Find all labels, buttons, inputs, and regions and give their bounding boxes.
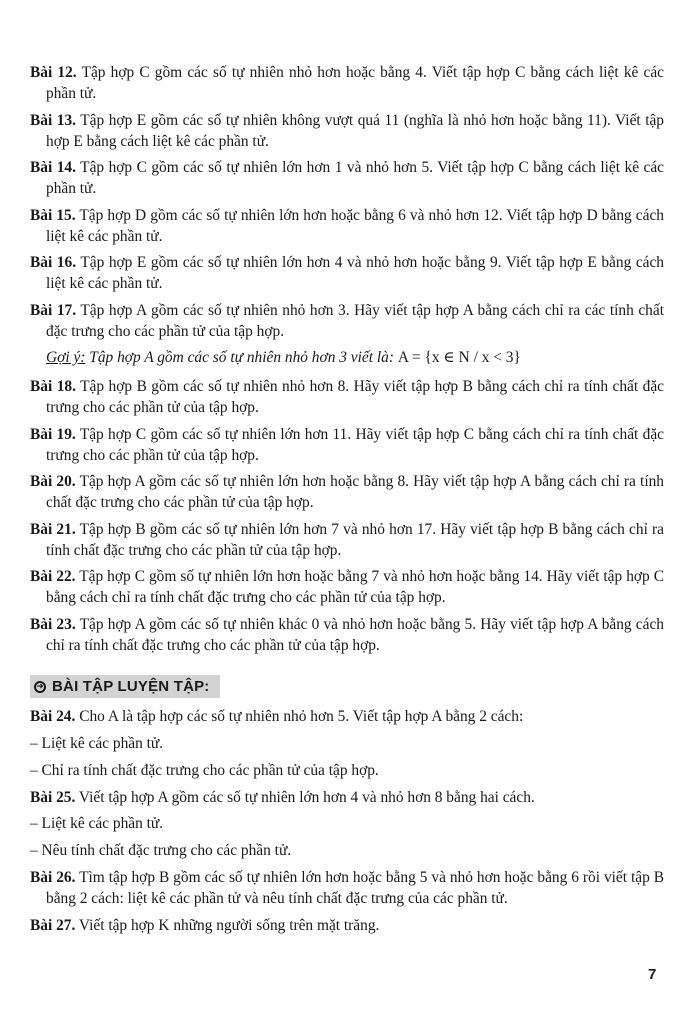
- exercise-21: [30, 519, 664, 561]
- exercise-list-b: [30, 376, 664, 656]
- exercise-text: Tập hợp C gồm các số tự nhiên nhỏ hơn hoặc bằng 4. Viết tập hợp C bằng cách liệt kê các phần tử.: [46, 64, 665, 102]
- exercise-23: [30, 614, 664, 656]
- exercise-label: Bài 13.: [30, 111, 77, 129]
- exercise-text: Tập hợp E gồm các số tự nhiên không vượt quá 11 (nghĩa là nhỏ hơn hoặc bằng 11). Viết tập hợp E bằng cách liệt kê các phần tử.: [46, 111, 665, 150]
- exercise-17: [30, 300, 664, 342]
- exercise-24: [30, 706, 664, 727]
- exercise-label: Bài 12.: [30, 64, 77, 81]
- section-heading-practice: [30, 675, 220, 698]
- exercise-24-bullet-2: – Chỉ ra tính chất đặc trưng cho các phần tử của tập hợp.: [30, 761, 379, 779]
- exercise-19: [30, 424, 664, 466]
- exercise-label: Bài 16.: [30, 254, 77, 271]
- section-title: BÀI TẬP LUYỆN TẬP:: [52, 678, 210, 695]
- hint-text: Tập hợp A gồm các số tự nhiên nhỏ hơn 3 viết là:: [89, 349, 394, 366]
- exercise-label: Bài 22.: [30, 568, 76, 585]
- exercise-text: Tập hợp E gồm các số tự nhiên lớn hơn 4 và nhỏ hơn hoặc bằng 9. Viết tập hợp E bằng cách liệt kê các phần tử.: [46, 254, 665, 292]
- exercise-text: Viết tập hợp A gồm các số tự nhiên lớn hơn 4 và nhỏ hơn 8 bằng hai cách.: [78, 788, 535, 806]
- exercise-label: Bài 20.: [30, 473, 76, 490]
- exercise-text: Tập hợp B gồm các số tự nhiên nhỏ hơn 8. Hãy viết tập hợp B bằng cách chỉ ra tính chất đặc trưng cho các phần tử của tập hợp.: [46, 378, 664, 416]
- exercise-13: [30, 110, 664, 152]
- exercise-list-a: [30, 62, 664, 342]
- exercise-label: Bài 18.: [30, 378, 76, 395]
- exercise-label: Bài 19.: [30, 425, 76, 443]
- exercise-text: Tìm tập hợp B gồm các số tự nhiên lớn hơn hoặc bằng 5 và nhỏ hơn hoặc bằng 6 rồi viết tập B bằng 2 cách: liệt kê các phần tử và nêu tính chất đặc trưng của các phần tử.: [46, 869, 665, 907]
- hint-formula: A = {x ∈ N / x < 3}: [397, 349, 521, 366]
- exercise-text: Tập hợp A gồm các số tự nhiên khác 0 và nhỏ hơn hoặc bằng 5. Hãy viết tập hợp A bằng cách chỉ ra tính chất đặc trưng cho các phần tử của tập hợp.: [46, 615, 664, 654]
- exercise-27: [30, 915, 664, 936]
- exercise-text: Tập hợp C gồm các số tự nhiên lớn hơn 1 và nhỏ hơn 5. Viết tập hợp C bằng cách liệt kê các phần tử.: [46, 159, 664, 197]
- exercise-label: Bài 26.: [30, 869, 76, 886]
- exercise-16: [30, 252, 664, 294]
- exercise-text: Tập hợp B gồm các số tự nhiên lớn hơn 7 và nhỏ hơn 17. Hãy viết tập hợp B bằng cách chỉ ra tính chất đặc trưng cho các phần tử của tập hợp.: [46, 520, 664, 559]
- exercise-text: Tập hợp C gồm số tự nhiên lớn hơn hoặc bằng 7 và nhỏ hơn hoặc bằng 14. Hãy viết tập hợp C bằng cách chỉ ra tính chất đặc trưng cho các phần tử của tập hợp.: [46, 568, 664, 606]
- exercise-label: Bài 21.: [30, 520, 76, 538]
- exercise-25: [30, 787, 664, 808]
- hint: [46, 347, 664, 369]
- exercise-label: Bài 14.: [30, 159, 76, 176]
- exercise-26: [30, 867, 664, 909]
- exercise-text: Tập hợp A gồm các số tự nhiên nhỏ hơn 3. Hãy viết tập hợp A bằng cách chỉ ra các tính chất đặc trưng cho các phần tử của tập hợp.: [46, 301, 664, 340]
- exercise-label: Bài 23.: [30, 615, 76, 633]
- exercise-label: Bài 15.: [30, 206, 76, 224]
- exercise-12: [30, 62, 664, 104]
- exercise-22: [30, 566, 664, 608]
- exercise-18: [30, 376, 664, 418]
- exercise-text: Viết tập hợp K những người sống trên mặt trăng.: [78, 916, 380, 934]
- arrow-circle-icon: ➜: [34, 681, 46, 693]
- page-number: 7: [648, 966, 657, 983]
- exercise-label: Bài 24.: [30, 708, 76, 725]
- page-content: [30, 62, 664, 941]
- exercise-25-bullet-1: – Liệt kê các phần tử.: [30, 815, 164, 832]
- exercise-24-bullet-1: – Liệt kê các phần tử.: [30, 734, 164, 752]
- exercise-20: [30, 471, 664, 513]
- hint-label: Gợi ý:: [46, 349, 86, 366]
- exercise-text: Tập hợp C gồm các số tự nhiên lớn hơn 11. Hãy viết tập hợp C bằng cách chỉ ra tính chất đặc trưng cho các phần tử của tập hợp.: [46, 425, 664, 464]
- exercise-14: [30, 157, 664, 199]
- exercise-label: Bài 27.: [30, 916, 76, 934]
- exercise-text: Tập hợp A gồm các số tự nhiên lớn hơn hoặc bằng 8. Hãy viết tập hợp A bằng cách chỉ ra tính chất đặc trưng cho các phần tử của tập hợp.: [46, 473, 664, 511]
- exercise-25-bullet-2: – Nêu tính chất đặc trưng cho các phần tử.: [30, 842, 292, 859]
- exercise-text: Tập hợp D gồm các số tự nhiên lớn hơn hoặc bằng 6 và nhỏ hơn 12. Viết tập hợp D bằng cách liệt kê các phần tử.: [46, 206, 664, 245]
- exercise-label: Bài 25.: [30, 788, 76, 806]
- exercise-15: [30, 205, 664, 247]
- exercise-label: Bài 17.: [30, 301, 77, 319]
- exercise-text: Cho A là tập hợp các số tự nhiên nhỏ hơn 5. Viết tập hợp A bằng 2 cách:: [79, 708, 524, 725]
